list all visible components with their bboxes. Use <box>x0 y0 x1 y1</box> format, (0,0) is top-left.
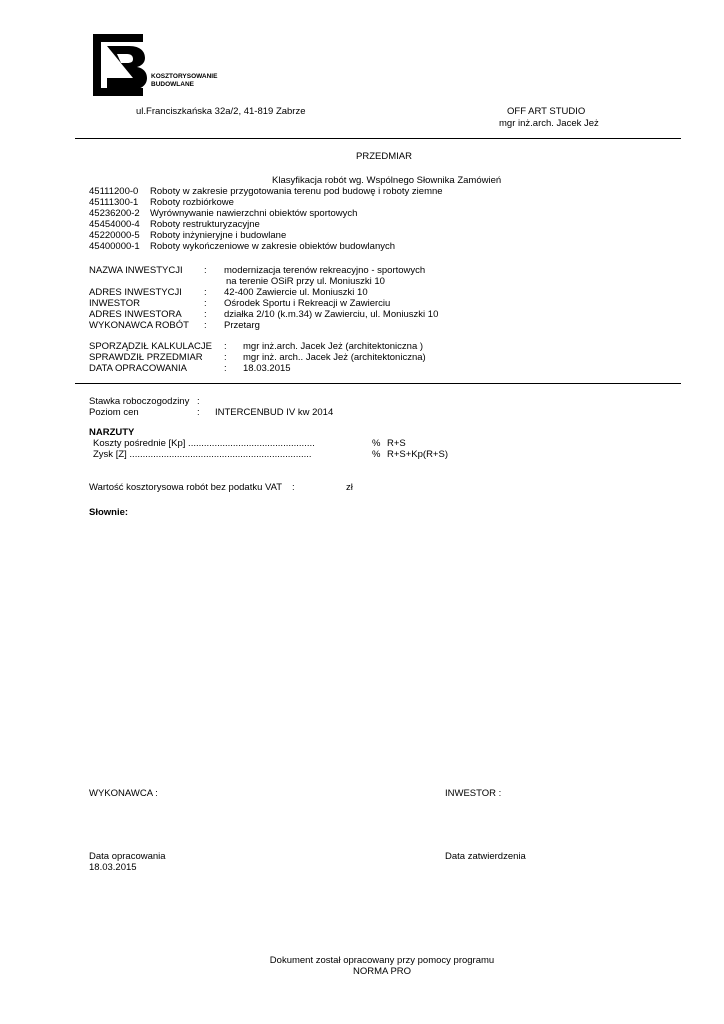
logo-mark-icon <box>93 34 151 96</box>
middle-divider <box>75 383 681 384</box>
field-label: INWESTOR <box>89 298 141 309</box>
field-colon: : <box>204 298 207 309</box>
footer-line-2: NORMA PRO <box>352 966 412 977</box>
field-label: SPORZĄDZIŁ KALKULACJE <box>89 341 213 352</box>
field-colon: : <box>204 320 207 331</box>
surcharge-base: R+S <box>387 438 406 449</box>
header-author: mgr inż.arch. Jacek Jeż <box>499 118 599 129</box>
surcharges-heading: NARZUTY <box>89 427 135 438</box>
classification-code: 45454000-4 <box>89 219 140 230</box>
approval-date-label: Data zatwierdzenia <box>445 851 526 862</box>
company-logo <box>93 34 223 96</box>
field-value: na terenie OSiR przy ul. Moniuszki 10 <box>226 276 385 287</box>
footer-line-1: Dokument został opracowany przy pomocy programu <box>269 955 495 966</box>
header-address: ul.Franciszkańska 32a/2, 41-819 Zabrze <box>136 106 306 117</box>
classification-label: Roboty inżynieryjne i budowlane <box>150 230 287 241</box>
classification-code: 45400000-1 <box>89 241 140 252</box>
field-label: SPRAWDZIŁ PRZEDMIAR <box>89 352 203 363</box>
classification-code: 45111300-1 <box>89 197 139 208</box>
field-colon: : <box>292 482 295 493</box>
field-label: DATA OPRACOWANIA <box>89 363 188 374</box>
field-colon: : <box>204 265 207 276</box>
field-value: Ośrodek Sportu i Rekreacji w Zawierciu <box>224 298 391 309</box>
top-divider <box>75 138 681 139</box>
field-colon: : <box>204 309 207 320</box>
field-label: ADRES INWESTORA <box>89 309 182 320</box>
field-label: NAZWA INWESTYCJI <box>89 265 183 276</box>
field-colon: : <box>197 407 200 418</box>
prepared-date-label: Data opracowania <box>89 851 166 862</box>
field-label: Wartość kosztorysowa robót bez podatku VAT <box>89 482 283 493</box>
surcharge-base: R+S+Kp(R+S) <box>387 449 448 460</box>
classification-label: Roboty wykończeniowe w zakresie obiektów budowlanych <box>150 241 396 252</box>
field-colon: : <box>224 363 227 374</box>
surcharge-unit: % <box>372 438 381 449</box>
field-label: Poziom cen <box>89 407 139 418</box>
surcharge-unit: % <box>372 449 381 460</box>
field-label: Stawka roboczogodziny <box>89 396 190 407</box>
surcharge-label: Zysk [Z] ..................................................................... <box>93 449 312 460</box>
footer <box>262 955 502 977</box>
classification-label: Roboty rozbiórkowe <box>150 197 234 208</box>
classification-code: 45111200-0 <box>89 186 139 197</box>
field-colon: : <box>204 287 207 298</box>
classification-label: Roboty restrukturyzacyjne <box>150 219 260 230</box>
surcharge-label: Koszty pośrednie [Kp] ................................................ <box>93 438 315 449</box>
field-colon: : <box>224 352 227 363</box>
header-company: OFF ART STUDIO <box>507 106 586 117</box>
investor-signature-label: INWESTOR : <box>445 788 502 799</box>
field-value: 18.03.2015 <box>243 363 291 374</box>
page-title: PRZEDMIAR <box>356 151 412 162</box>
classification-code: 45236200-2 <box>89 208 140 219</box>
field-label: WYKONAWCA ROBÓT <box>89 320 189 331</box>
logo-text <box>151 73 217 89</box>
logo-line-1: KOSZTORYSOWANIE <box>151 73 218 80</box>
field-value: Przetarg <box>224 320 260 331</box>
prepared-date-value: 18.03.2015 <box>89 862 137 873</box>
classification-heading: Klasyfikacja robót wg. Wspólnego Słownika Zamówień <box>272 175 502 186</box>
field-value: mgr inż. arch.. Jacek Jeż (architektoniczna) <box>243 352 426 363</box>
classification-code: 45220000-5 <box>89 230 140 241</box>
field-colon: : <box>224 341 227 352</box>
currency: zł <box>346 482 353 493</box>
field-colon: : <box>197 396 200 407</box>
field-value: modernizacja terenów rekreacyjno - sportowych <box>224 265 426 276</box>
dictionaries-label: Słownie: <box>89 507 129 518</box>
field-label: ADRES INWESTYCJI <box>89 287 182 298</box>
classification-label: Wyrównywanie nawierzchni obiektów sportowych <box>150 208 358 219</box>
field-value: działka 2/10 (k.m.34) w Zawierciu, ul. Moniuszki 10 <box>224 309 439 320</box>
field-value: INTERCENBUD IV kw 2014 <box>215 407 334 418</box>
classification-label: Roboty w zakresie przygotowania terenu pod budowę i roboty ziemne <box>150 186 443 197</box>
field-value: mgr inż.arch. Jacek Jeż (architektoniczna ) <box>243 341 424 352</box>
contractor-signature-label: WYKONAWCA : <box>89 788 158 799</box>
logo-line-2: BUDOWLANE <box>151 81 194 88</box>
field-value: 42-400 Zawiercie ul. Moniuszki 10 <box>224 287 368 298</box>
